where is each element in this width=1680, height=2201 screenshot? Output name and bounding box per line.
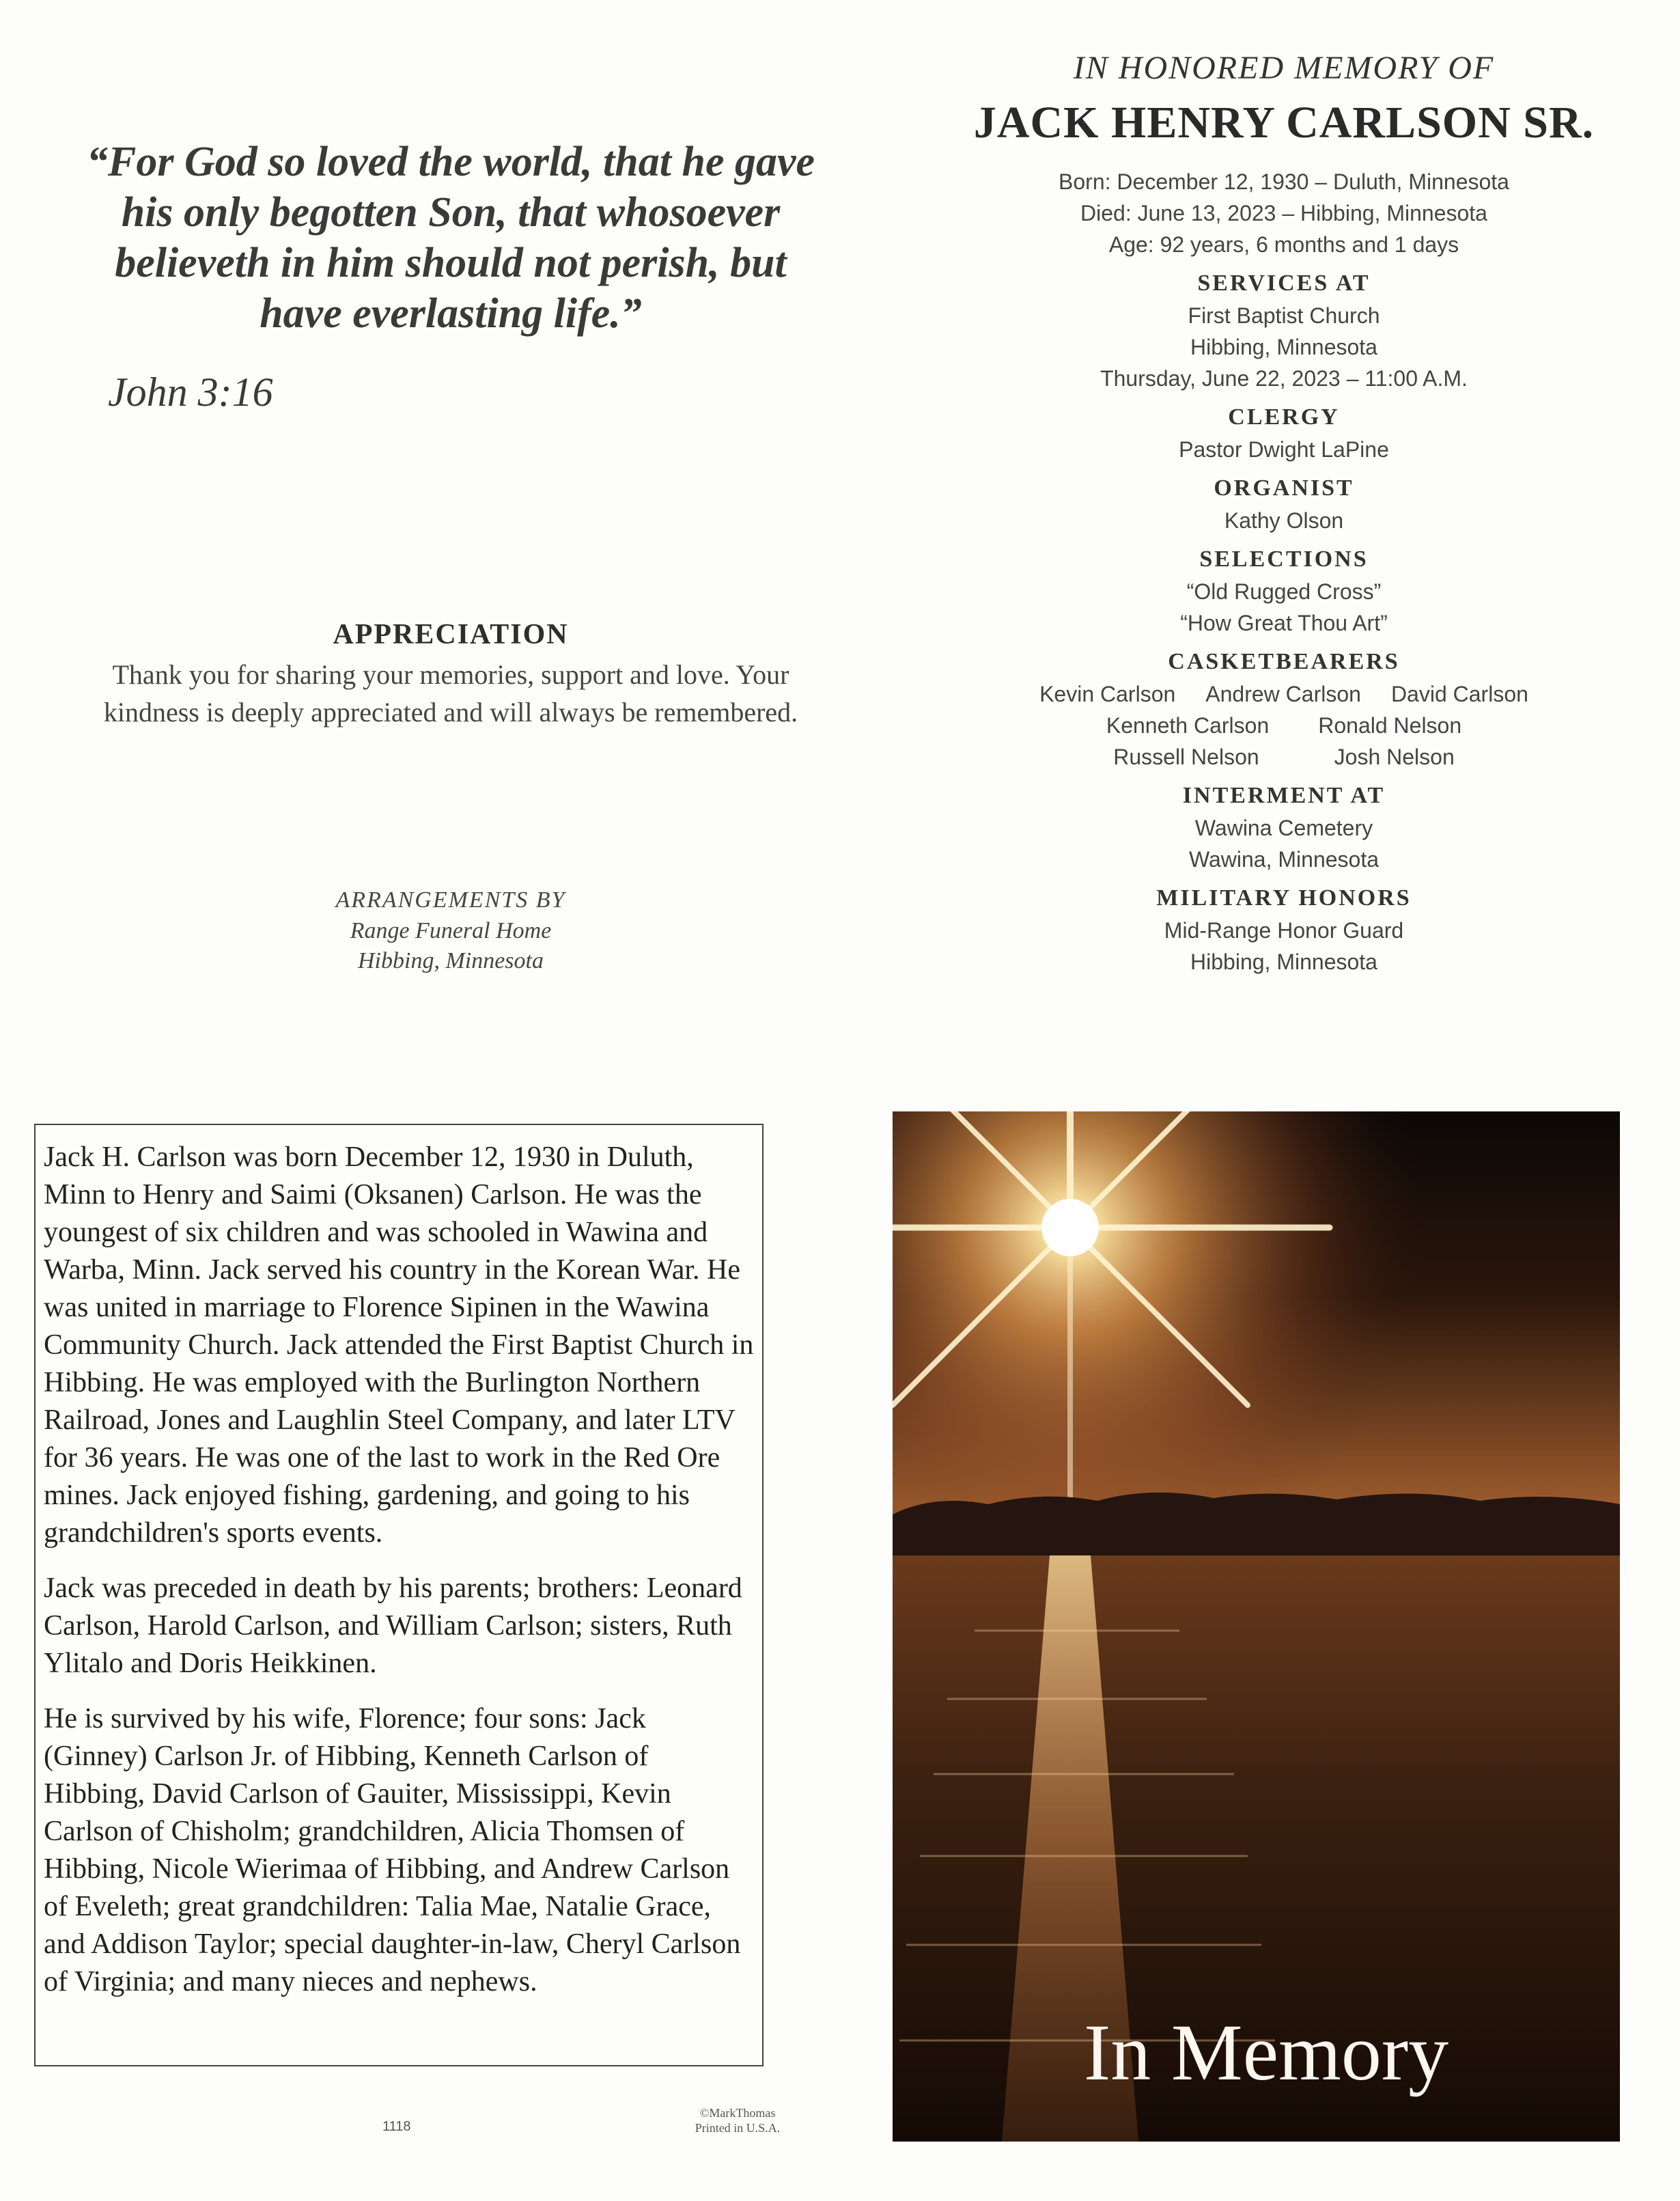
interment-location: Wawina, Minnesota: [1188, 847, 1380, 872]
interment-title: INTERMENT AT: [1182, 783, 1386, 808]
appreciation-title: APPRECIATION: [333, 619, 569, 650]
arrangements-block: [205, 885, 697, 976]
casketbearer-name: Russell Nelson: [1113, 745, 1259, 769]
credit-line: ©MarkThomas: [699, 2106, 776, 2120]
appreciation-text: Thank you for sharing your memories, support and love. Your kindness is deeply appreciated and will always be remembered.: [103, 659, 798, 728]
organist-title: ORGANIST: [1214, 475, 1354, 501]
selection-item: “How Great Thou Art”: [1180, 611, 1388, 635]
funeral-home-location: Hibbing, Minnesota: [358, 948, 544, 973]
photo-caption: In Memory: [1084, 2008, 1449, 2097]
selection-item: “Old Rugged Cross”: [1186, 579, 1382, 604]
casketbearers-title: CASKETBEARERS: [1168, 649, 1400, 674]
obituary-box: [34, 1124, 764, 2066]
interment-place: Wawina Cemetery: [1194, 816, 1373, 840]
died-line: Died: June 13, 2023 – Hibbing, Minnesota: [1080, 201, 1487, 225]
arrangements-title: ARRANGEMENTS BY: [335, 887, 566, 913]
age-line: Age: 92 years, 6 months and 1 days: [1108, 232, 1459, 257]
organist-name: Kathy Olson: [1224, 508, 1344, 533]
details-column: [942, 166, 1625, 978]
memorial-tagline: IN HONORED MEMORY OF: [1073, 50, 1495, 86]
scripture-verse: “For God so loved the world, that he gave his only begotten Son, that whosoever believeth in him should not perish, but have everlasting life.”: [86, 139, 815, 337]
printer-credit: [686, 2105, 789, 2135]
military-unit: Mid-Range Honor Guard: [1164, 918, 1404, 943]
casketbearer-name: David Carlson: [1390, 682, 1528, 706]
printed-line: Printed in U.S.A.: [695, 2121, 781, 2135]
military-title: MILITARY HONORS: [1156, 885, 1412, 911]
casketbearer-name: Kenneth Carlson: [1106, 713, 1270, 738]
services-location: Hibbing, Minnesota: [1190, 335, 1377, 359]
clergy-name: Pastor Dwight LaPine: [1179, 437, 1389, 462]
obituary-paragraph: Jack was preceded in death by his parents; brothers: Leonard Carlson, Harold Carlson, and William Carlson; sisters, Ruth Ylitalo and Doris Heikkinen.: [44, 1573, 742, 1679]
deceased-name: JACK HENRY CARLSON SR.: [973, 98, 1595, 148]
military-location: Hibbing, Minnesota: [1190, 950, 1377, 974]
sunset-photo: [893, 1111, 1620, 2142]
casketbearer-name: Ronald Nelson: [1318, 713, 1462, 738]
sun-icon: [1041, 1199, 1099, 1256]
services-datetime: Thursday, June 22, 2023 – 11:00 A.M.: [1100, 366, 1468, 391]
scripture-reference: John 3:16: [108, 370, 273, 415]
obituary-paragraph: He is survived by his wife, Florence; four sons: Jack (Ginney) Carlson Jr. of Hibbing, Kenneth Carlson of Hibbing, David Carlson of Gauiter, Mississippi, Kevin Carlson of Chisholm; grandchildren, Alicia Thomsen of Hibbing, Nicole Wierimaa of Hibbing, and Andrew Carlson of Eveleth; great grandchildren: Talia Mae, Natalie Grace, and Addison Taylor; special daughter-in-law, Cheryl Carlson of Virginia; and many nieces and nephews.: [44, 1703, 741, 1997]
born-line: Born: December 12, 1930 – Duluth, Minnesota: [1059, 169, 1509, 194]
form-code: 1118: [382, 2119, 411, 2134]
sunset-illustration: [893, 1111, 1620, 2142]
casketbearer-name: Kevin Carlson: [1039, 682, 1176, 706]
casketbearers-row: [942, 741, 1625, 773]
casketbearers-row: [942, 678, 1625, 710]
casketbearer-name: Andrew Carlson: [1205, 682, 1361, 706]
casketbearers-row: [942, 710, 1625, 741]
casketbearer-name: Josh Nelson: [1334, 745, 1455, 769]
services-title: SERVICES AT: [1197, 271, 1371, 296]
clergy-title: CLERGY: [1228, 404, 1340, 430]
funeral-home-name: Range Funeral Home: [350, 918, 552, 943]
services-place: First Baptist Church: [1188, 303, 1380, 328]
obituary-paragraph: Jack H. Carlson was born December 12, 1930 in Duluth, Minn to Henry and Saimi (Oksanen) Carlson. He was the youngest of six children and was schooled in Wawina and Warba, Minn. Jack served his country in the Korean War. He was united in marriage to Florence Sipinen in the Wawina Community Church. Jack attended the First Baptist Church in Hibbing. He was employed with the Burlington Northern Railroad, Jones and Laughlin Steel Company, and later LTV for 36 years. He was one of the last to work in the Red Ore mines. Jack enjoyed fishing, gardening, and going to his grandchildren's sports events.: [44, 1141, 754, 1549]
treeline: [893, 1493, 1620, 1555]
selections-title: SELECTIONS: [1199, 546, 1369, 572]
